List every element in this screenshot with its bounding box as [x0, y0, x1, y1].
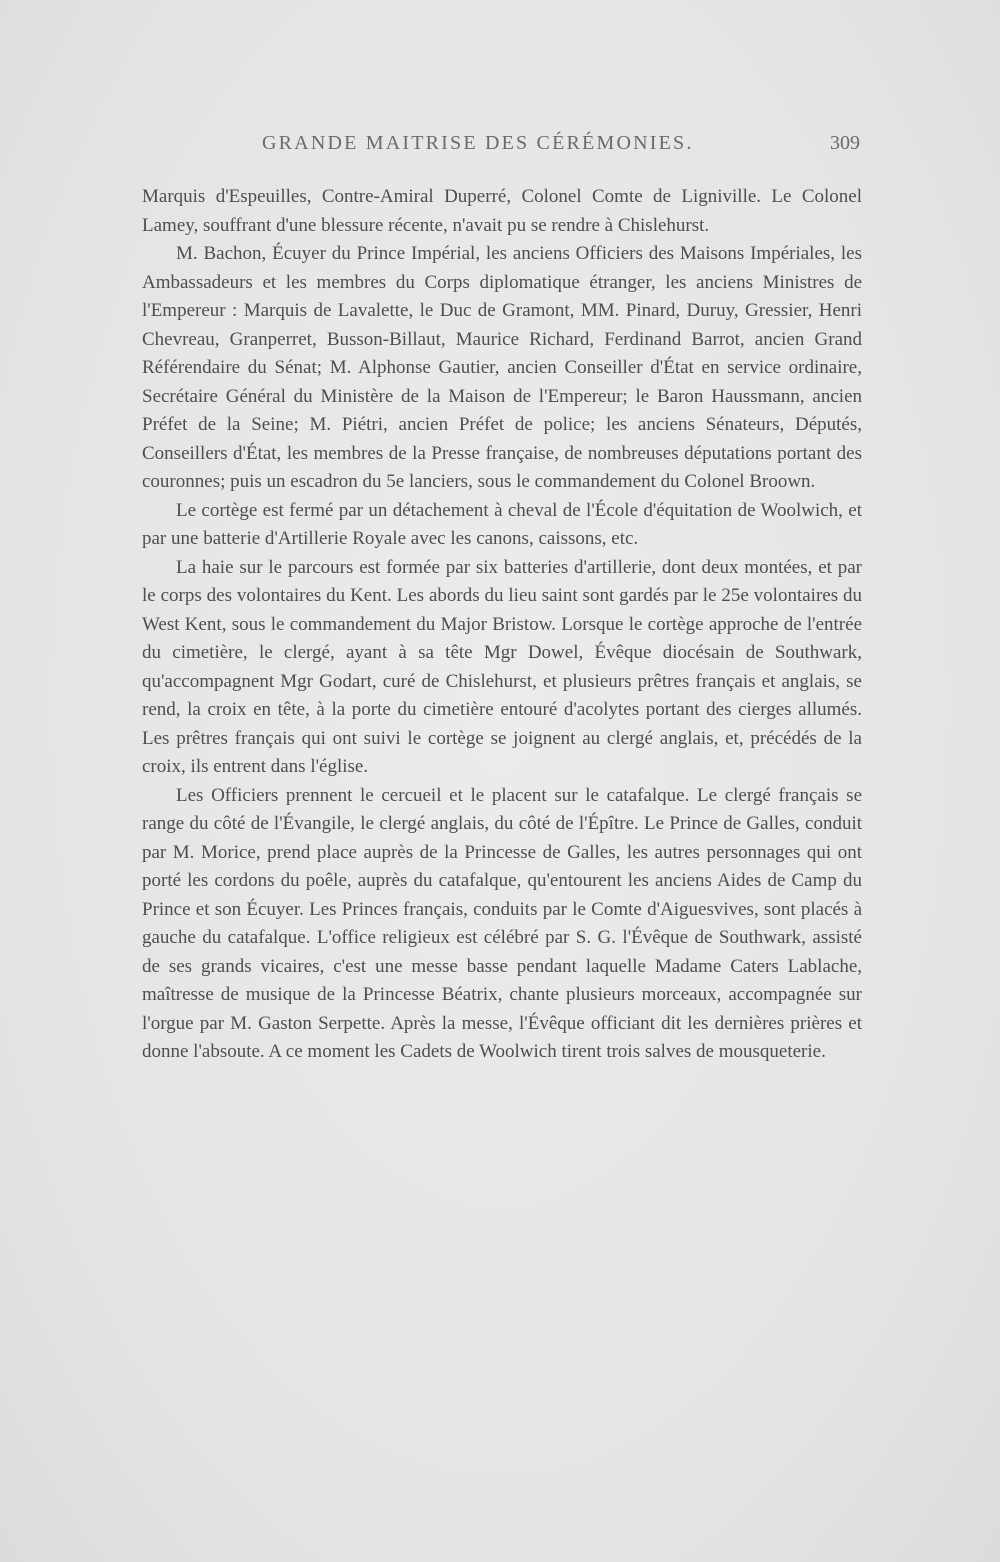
paragraph: M. Bachon, Écuyer du Prince Impérial, les anciens Officiers des Maisons Impériales, les Ambassadeurs et les membres du Corps diplomatique étranger, les anciens Ministres de l'Empereur : Marquis de Lavalette, le Duc de Gramont, MM. Pinard, Duruy, Gressier, Henri Chevreau, Granperret, Busson-Billaut, Maurice Richard, Ferdinand Barrot, ancien Grand Référendaire du Sénat; M. Alphonse Gautier, ancien Conseiller d'État en service ordinaire, Secrétaire Général du Ministère de la Maison de l'Empereur; le Baron Haussmann, ancien Préfet de la Seine; M. Piétri, ancien Préfet de police; les anciens Sénateurs, Députés, Conseillers d'État, les membres de la Presse française, de nombreuses députations portant des couronnes; puis un escadron du 5e lanciers, sous le commandement du Colonel Broown. [142, 243, 862, 492]
page-header [142, 132, 862, 160]
page-number: 309 [830, 132, 860, 154]
paragraph: Marquis d'Espeuilles, Contre-Amiral Duperré, Colonel Comte de Ligniville. Le Colonel Lamey, souffrant d'une blessure récente, n'avait pu se rendre à Chislehurst. [142, 186, 862, 236]
paragraph: La haie sur le parcours est formée par six batteries d'artillerie, dont deux montées, et par le corps des volontaires du Kent. Les abords du lieu saint sont gardés par le 25e volontaires du West Kent, sous le commandement du Major Bristow. Lorsque le cortège approche de l'entrée du cimetière, le clergé, ayant à sa tête Mgr Dowel, Évêque diocésain de Southwark, qu'accompagnent Mgr Godart, curé de Chislehurst, et plusieurs prêtres français et anglais, se rend, la croix en tête, à la porte du cimetière entouré d'acolytes portant des cierges allumés. Les prêtres français qui ont suivi le cortège se joignent au clergé anglais, et, précédés de la croix, ils entrent dans l'église. [142, 556, 862, 777]
paragraph: Le cortège est fermé par un détachement à cheval de l'École d'équitation de Woolwich, et par une batterie d'Artillerie Royale avec les canons, caissons, etc. [142, 499, 862, 549]
paragraph: Les Officiers prennent le cercueil et le placent sur le catafalque. Le clergé français se range du côté de l'Évangile, le clergé anglais, du côté de l'Épître. Le Prince de Galles, conduit par M. Morice, prend place auprès de la Princesse de Galles, les autres personnages qui ont porté les cordons du poêle, auprès du catafalque, qu'entourent les anciens Aides de Camp du Prince et son Écuyer. Les Princes français, conduits par le Comte d'Aiguesvives, sont placés à gauche du catafalque. L'office religieux est célébré par S. G. l'Évêque de Southwark, assisté de ses grands vicaires, c'est une messe basse pendant laquelle Madame Caters Lablache, maîtresse de musique de la Princesse Béatrix, chante plusieurs morceaux, accompagnée sur l'orgue par M. Gaston Serpette. Après la messe, l'Évêque officiant dit les dernières prières et donne l'absoute. A ce moment les Cadets de Woolwich tirent trois salves de mousqueterie. [142, 784, 862, 1062]
body-text [142, 183, 862, 1067]
running-title: GRANDE MAITRISE DES CÉRÉMONIES. [262, 132, 694, 154]
